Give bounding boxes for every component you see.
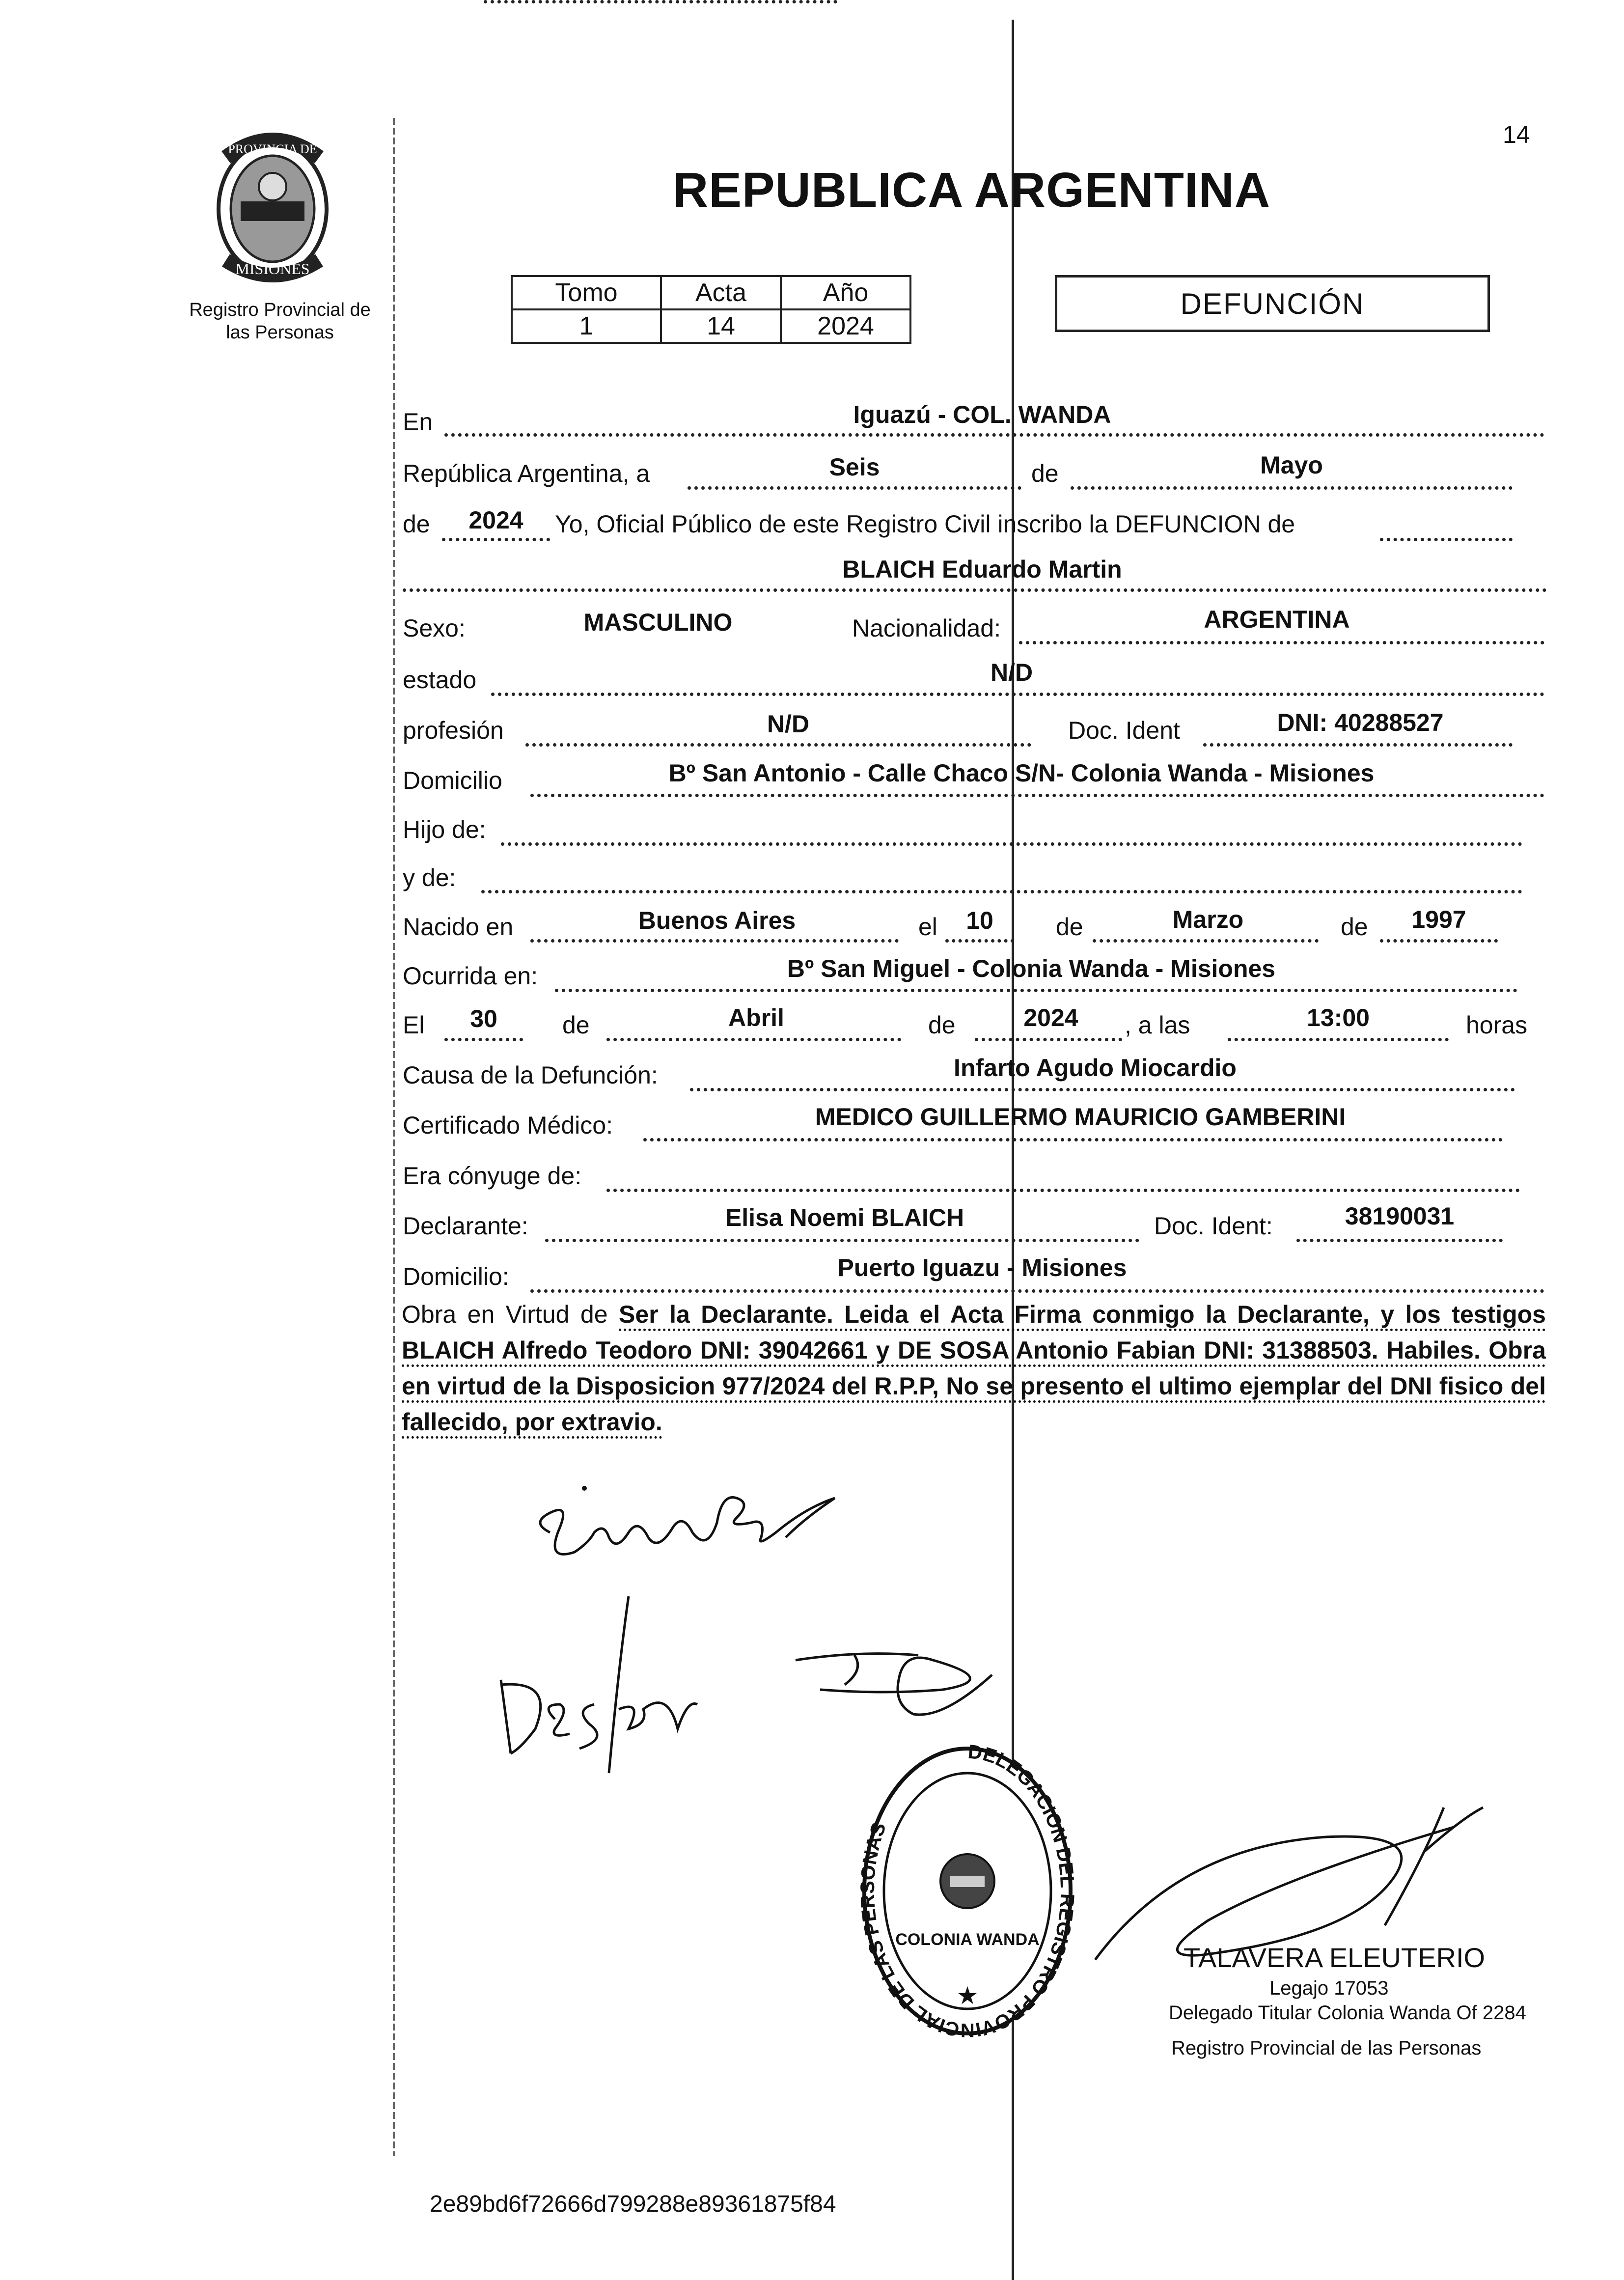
profesion-label: profesión (403, 717, 504, 744)
nac-de2-label: de (1341, 913, 1368, 941)
nac-mes-value: Marzo (1172, 906, 1244, 933)
mes-dotted-line (1071, 486, 1513, 490)
doc-ident2-label: Doc. Ident: (1154, 1212, 1273, 1240)
domicilio2-dotted-line (530, 1289, 1544, 1293)
anio-dotted-line (442, 538, 550, 541)
seal-ring-text: DELEGACION DEL REGISTRO PROVINCIAL DE LAS PERSONAS (856, 1741, 1078, 2041)
domicilio2-value: Puerto Iguazu - Misiones (837, 1254, 1127, 1281)
sexo-label: Sexo: (403, 614, 466, 642)
nacido-value: Buenos Aires (638, 907, 796, 934)
sexo-dotted-line (484, 0, 837, 3)
domicilio-value: Bº San Antonio - Calle Chaco S/N- Colonia Wanda - Misiones (668, 759, 1375, 787)
domicilio-label: Domicilio (403, 767, 502, 794)
official-legajo: Legajo 17053 (1269, 1977, 1389, 1999)
estado-dotted-line (491, 693, 1544, 696)
nac-dia-value: 10 (966, 907, 993, 934)
def-el-label: El (403, 1011, 425, 1039)
causa-dotted-line (690, 1088, 1515, 1091)
obra-label: Obra en Virtud de (402, 1301, 608, 1328)
declarante-label: Declarante: (403, 1212, 528, 1240)
def-mes-value: Abril (728, 1004, 784, 1031)
value-tomo: 1 (512, 309, 661, 343)
declarante-signature (530, 1464, 864, 1582)
certificado-dotted-line (643, 1138, 1503, 1141)
horas-label: horas (1466, 1011, 1528, 1039)
registry-label-line1: Registro Provincial de (189, 300, 371, 320)
hora-dotted-line (1228, 1038, 1449, 1041)
header-acta: Acta (661, 276, 781, 309)
mes-value: Mayo (1260, 451, 1323, 479)
header-anio: Año (781, 276, 910, 309)
registry-label-line2: las Personas (226, 322, 334, 343)
doc-ident-label: Doc. Ident (1068, 717, 1180, 744)
ocurrida-dotted-line (555, 989, 1517, 992)
nac-dia-dotted-line (945, 939, 1014, 943)
conyuge-dotted-line (606, 1189, 1520, 1192)
page-title: REPUBLICA ARGENTINA (673, 163, 1271, 218)
seal-center-text: COLONIA WANDA (895, 1930, 1040, 1949)
header-tomo: Tomo (512, 276, 661, 309)
certificado-label: Certificado Médico: (403, 1112, 613, 1139)
def-de-label: de (562, 1011, 590, 1039)
official-registro: Registro Provincial de las Personas (1171, 2037, 1482, 2059)
record-type-box: DEFUNCIÓN (1055, 275, 1490, 332)
document-hash: 2e89bd6f72666d799288e89361875f84 (430, 2191, 836, 2217)
de-label: de (1031, 460, 1059, 487)
acta-table-value-row (512, 309, 910, 343)
fallecido-value: BLAICH Eduardo Martin (842, 556, 1122, 583)
nacido-label: Nacido en (403, 913, 514, 941)
emblem-bottom-text: MISIONES (235, 260, 310, 278)
testigo-blaich-signature (786, 1640, 1012, 1729)
def-dia-dotted-line (444, 1038, 523, 1041)
y-de-label: y de: (403, 864, 456, 891)
profesion-value: N/D (767, 710, 810, 738)
nacionalidad-label: Nacionalidad: (852, 614, 1001, 642)
de-anio-label: de (403, 510, 430, 538)
value-anio: 2024 (781, 309, 910, 343)
doc-ident-value: DNI: 40288527 (1277, 709, 1444, 736)
nac-de-label: de (1056, 913, 1083, 941)
value-acta: 14 (661, 309, 781, 343)
province-emblem (201, 128, 344, 285)
declarante-dotted-line (545, 1239, 1139, 1242)
def-anio-value: 2024 (1023, 1004, 1078, 1031)
def-anio-dotted-line (975, 1038, 1122, 1041)
delegacion-seal (854, 1739, 1080, 2043)
official-cargo: Delegado Titular Colonia Wanda Of 2284 (1169, 2002, 1526, 2024)
y-de-dotted-line (481, 890, 1522, 893)
en-value: Iguazú - COL. WANDA (853, 401, 1111, 428)
acta-table (511, 275, 911, 344)
certificado-value: MEDICO GUILLERMO MAURICIO GAMBERINI (815, 1103, 1346, 1131)
declarante-value: Elisa Noemi BLAICH (725, 1204, 964, 1231)
acta-table-header-row (512, 276, 910, 309)
doc-ident2-value: 38190031 (1345, 1202, 1455, 1230)
dia-value: Seis (829, 453, 880, 481)
domicilio-dotted-line (530, 794, 1544, 797)
registry-label (177, 299, 383, 344)
causa-label: Causa de la Defunción: (403, 1061, 658, 1089)
yo-oficial-text: Yo, Oficial Público de este Registro Civil inscribo la DEFUNCION de (555, 510, 1295, 538)
emblem-top-text: PROVINCIA DE (228, 142, 317, 156)
nacionalidad-value: ARGENTINA (1204, 606, 1350, 633)
en-label: En (403, 408, 433, 436)
hijo-de-dotted-line (501, 842, 1522, 846)
def-mes-dotted-line (606, 1038, 901, 1041)
en-dotted-line (444, 433, 1544, 437)
alas-label: , a las (1125, 1011, 1190, 1039)
nacido-el-label: el (918, 913, 937, 941)
official-name: TALAVERA ELEUTERIO (1184, 1942, 1486, 1973)
conyuge-label: Era cónyuge de: (403, 1162, 582, 1190)
hijo-de-label: Hijo de: (403, 816, 486, 843)
anio-value: 2024 (468, 506, 523, 534)
nac-anio-value: 1997 (1411, 906, 1466, 933)
republica-label: República Argentina, a (403, 460, 650, 487)
hora-value: 13:00 (1307, 1004, 1370, 1031)
fallecido-dotted-line (403, 588, 1547, 592)
left-margin-rule (393, 118, 395, 2156)
page-number: 14 (1503, 121, 1530, 148)
profesion-dotted-line (525, 743, 1031, 747)
doc-ident-dotted-line (1203, 743, 1513, 747)
sexo-value: MASCULINO (583, 609, 733, 636)
seal-star-icon: ★ (956, 1982, 979, 2009)
ocurrida-value: Bº San Miguel - Colonia Wanda - Misiones (787, 955, 1276, 982)
domicilio2-label: Domicilio: (403, 1263, 509, 1290)
doc-ident2-dotted-line (1296, 1239, 1503, 1242)
nac-anio-dotted-line (1380, 939, 1498, 943)
testigo-desosa-signature (481, 1591, 737, 1778)
def-dia-value: 30 (470, 1005, 497, 1032)
estado-value: N/D (990, 659, 1033, 686)
ocurrida-label: Ocurrida en: (403, 962, 538, 990)
def-de2-label: de (928, 1011, 956, 1039)
causa-value: Infarto Agudo Miocardio (954, 1054, 1237, 1082)
obra-en-virtud-block (402, 1297, 1546, 1440)
yo-dotted-line (1380, 538, 1513, 541)
nac-mes-dotted-line (1093, 939, 1319, 943)
dia-dotted-line (688, 486, 1021, 490)
nacido-dotted-line (530, 939, 899, 943)
estado-label: estado (403, 666, 477, 694)
nacionalidad-dotted-line (1019, 641, 1544, 644)
obra-value: Ser la Declarante. Leida el Acta Firma conmigo la Declarante, y los testigos BLAICH Alfredo Teodoro DNI: 39042661 y DE SOSA Antonio Fabian DNI: 31388503. Habiles. Obra en virtud de la Disposicion 977/2024 del R.P.P, No se presento el ultimo ejemplar del DNI fisico del fallecido, por extravio. (402, 1301, 1546, 1436)
